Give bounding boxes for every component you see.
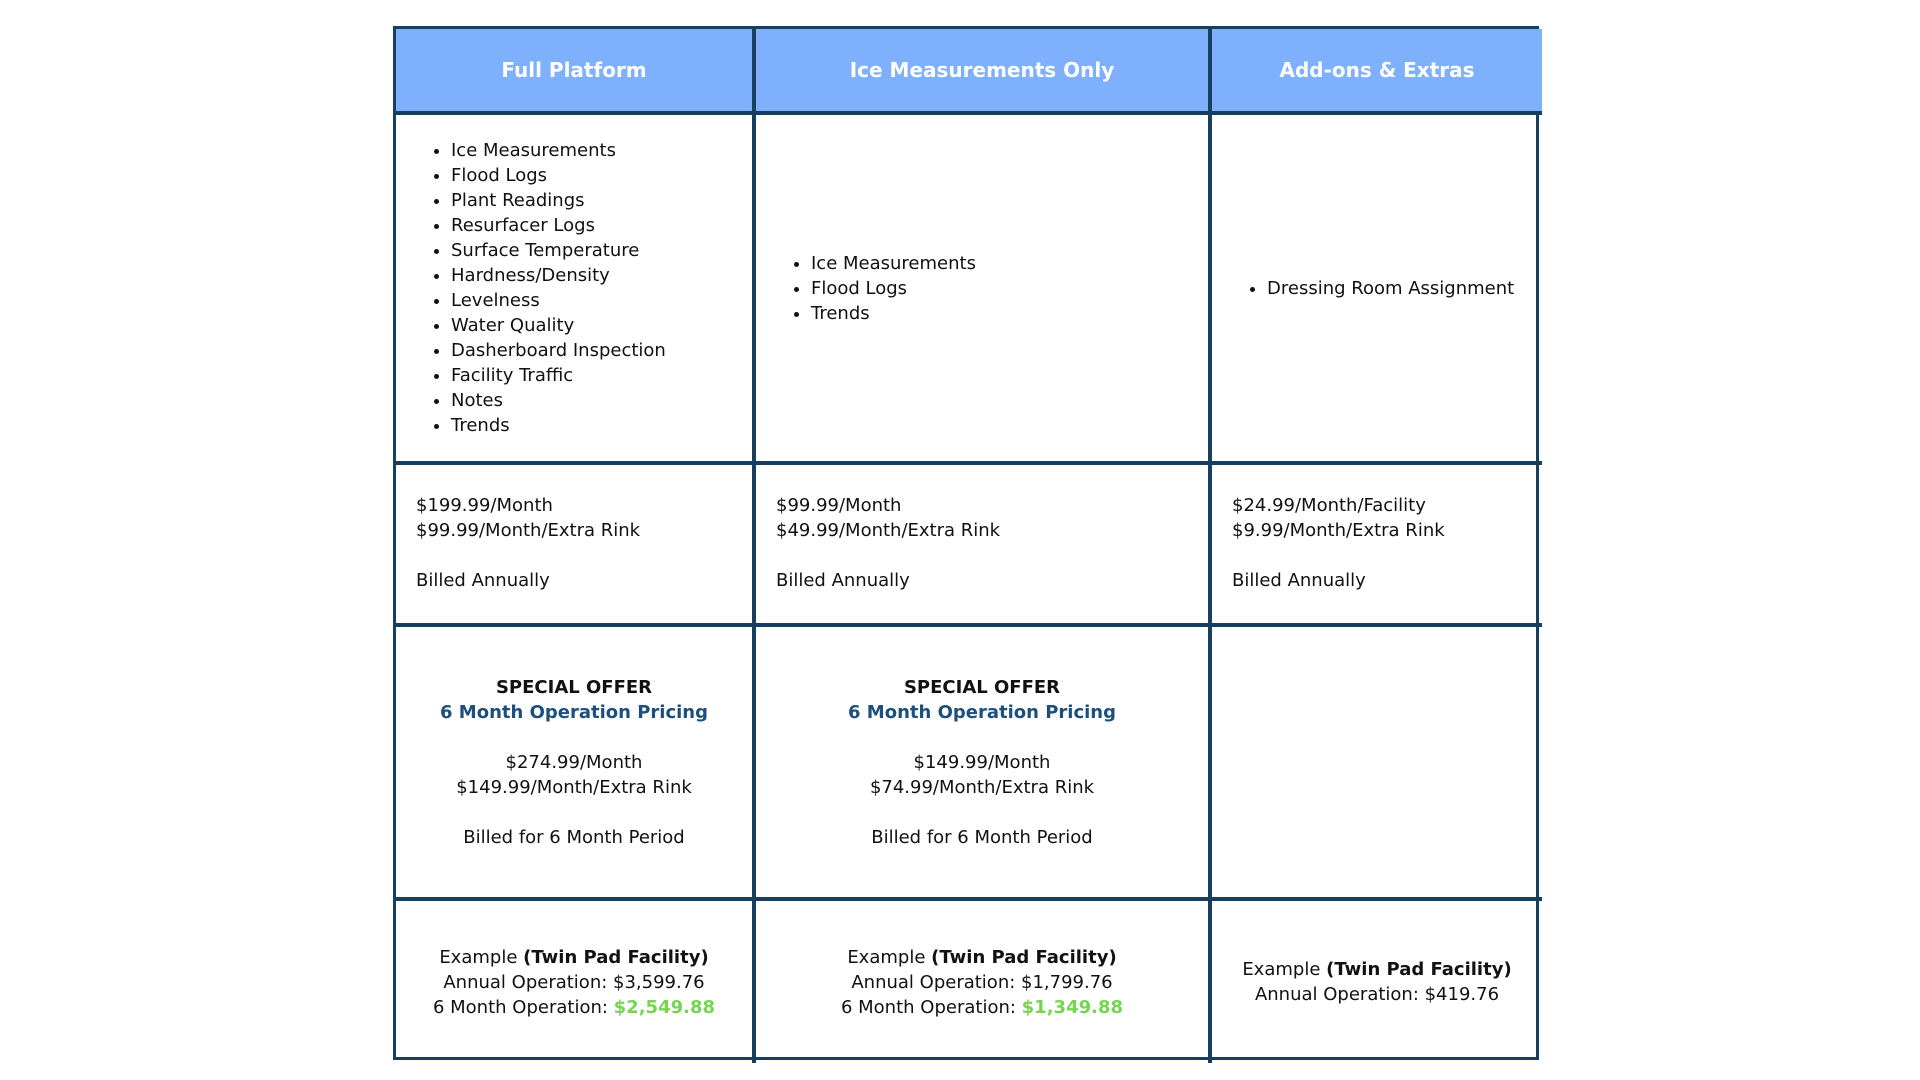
- feature-list: [423, 138, 666, 438]
- example-ice-only: [756, 901, 1212, 1063]
- offer-subtitle: 6 Month Operation Pricing: [848, 701, 1116, 723]
- pricing-addons: [1212, 465, 1542, 627]
- feature-item: • Trends: [811, 301, 976, 326]
- feature-item: • Resurfacer Logs: [451, 213, 666, 238]
- features-addons: [1212, 115, 1542, 465]
- six-month-label: 6 Month Operation:: [840, 996, 1022, 1018]
- features-full-platform: [396, 115, 756, 465]
- example-heading: [847, 945, 1116, 970]
- offer-billing-note: Billed for 6 Month Period: [871, 826, 1093, 848]
- example-six-month: [841, 995, 1123, 1020]
- offer-billing-note: Billed for 6 Month Period: [463, 826, 685, 848]
- feature-item: • Notes: [451, 388, 666, 413]
- annual-label: Annual Operation:: [1254, 984, 1425, 1005]
- billing-note: Billed Annually: [776, 570, 910, 591]
- annual-label: Annual Operation:: [851, 971, 1022, 993]
- annual-value: $3,599.76: [613, 971, 705, 993]
- header-addons-extras: Add-ons & Extras: [1212, 29, 1542, 115]
- offer-price-monthly: $274.99/Month: [505, 751, 643, 773]
- feature-item: • Water Quality: [451, 313, 666, 338]
- feature-item: • Ice Measurements: [451, 138, 666, 163]
- six-month-value: $2,549.88: [613, 996, 716, 1018]
- price-monthly: $24.99/Month/Facility: [1232, 495, 1426, 516]
- example-facility: (Twin Pad Facility): [523, 946, 709, 968]
- billing-note: Billed Annually: [1232, 570, 1366, 591]
- example-full-platform: [396, 901, 756, 1063]
- example-prefix: Example: [1242, 959, 1327, 980]
- price-extra-rink: $49.99/Month/Extra Rink: [776, 520, 1001, 541]
- feature-list: [1239, 276, 1514, 301]
- feature-item: • Surface Temperature: [451, 238, 666, 263]
- offer-title: SPECIAL OFFER: [903, 676, 1061, 698]
- feature-item: • Ice Measurements: [811, 251, 976, 276]
- six-month-value: $1,349.88: [1021, 996, 1124, 1018]
- pricing-ice-only: [756, 465, 1212, 627]
- feature-item: • Hardness/Density: [451, 263, 666, 288]
- feature-item: • Facility Traffic: [451, 363, 666, 388]
- feature-item: • Levelness: [451, 288, 666, 313]
- feature-item: • Dressing Room Assignment: [1267, 276, 1514, 301]
- example-heading: [1242, 957, 1511, 982]
- offer-price-monthly: $149.99/Month: [913, 751, 1051, 773]
- annual-label: Annual Operation:: [443, 971, 614, 993]
- example-prefix: Example: [439, 946, 524, 968]
- price-monthly: $199.99/Month: [416, 495, 553, 516]
- feature-list: [783, 251, 976, 326]
- feature-item: • Plant Readings: [451, 188, 666, 213]
- example-facility: (Twin Pad Facility): [1326, 959, 1512, 980]
- example-six-month: [433, 995, 715, 1020]
- offer-subtitle: 6 Month Operation Pricing: [440, 701, 708, 723]
- price-extra-rink: $99.99/Month/Extra Rink: [416, 520, 641, 541]
- offer-title: SPECIAL OFFER: [495, 676, 653, 698]
- special-offer-addons-empty: [1212, 627, 1542, 901]
- example-heading: [439, 945, 708, 970]
- special-offer-ice-only: [756, 627, 1212, 901]
- offer-price-extra-rink: $74.99/Month/Extra Rink: [869, 776, 1095, 798]
- billing-note: Billed Annually: [416, 570, 550, 591]
- header-full-platform: Full Platform: [396, 29, 756, 115]
- example-annual: [1255, 982, 1499, 1007]
- example-addons: [1212, 901, 1542, 1063]
- pricing-full-platform: [396, 465, 756, 627]
- annual-value: $419.76: [1424, 984, 1500, 1005]
- example-prefix: Example: [847, 946, 932, 968]
- feature-item: • Flood Logs: [451, 163, 666, 188]
- example-annual: [851, 970, 1112, 995]
- feature-item: • Dasherboard Inspection: [451, 338, 666, 363]
- features-ice-only: [756, 115, 1212, 465]
- feature-item: • Flood Logs: [811, 276, 976, 301]
- feature-item: • Trends: [451, 413, 666, 438]
- annual-value: $1,799.76: [1021, 971, 1113, 993]
- offer-price-extra-rink: $149.99/Month/Extra Rink: [456, 776, 692, 798]
- special-offer-full-platform: [396, 627, 756, 901]
- header-ice-measurements-only: Ice Measurements Only: [756, 29, 1212, 115]
- pricing-table: [393, 26, 1539, 1060]
- example-annual: [443, 970, 704, 995]
- example-facility: (Twin Pad Facility): [931, 946, 1117, 968]
- six-month-label: 6 Month Operation:: [432, 996, 614, 1018]
- price-extra-rink: $9.99/Month/Extra Rink: [1232, 520, 1445, 541]
- price-monthly: $99.99/Month: [776, 495, 902, 516]
